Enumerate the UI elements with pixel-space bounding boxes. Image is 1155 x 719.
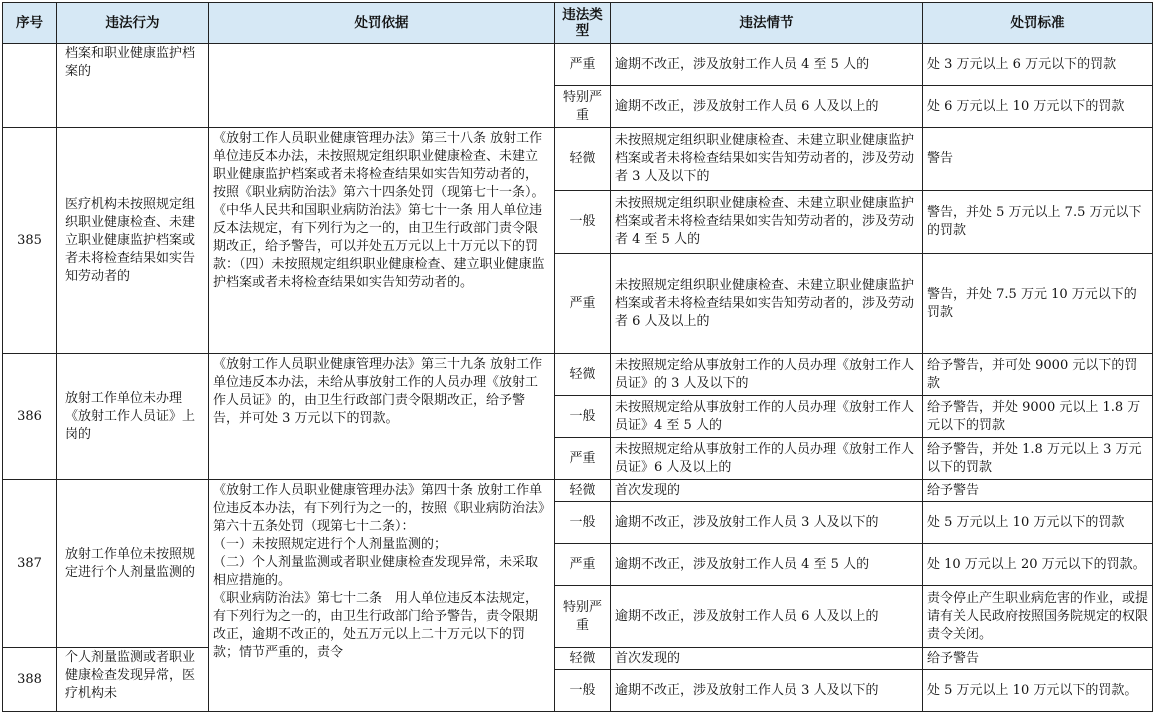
violation-circumstance: 首次发现的 [611, 648, 923, 670]
violation-type: 轻微 [555, 480, 611, 502]
violation-type: 一般 [555, 396, 611, 438]
violation-circumstance: 未按照规定给从事放射工作的人员办理《放射工作人员证》4 至 5 人的 [611, 396, 923, 438]
header-type: 违法类型 [555, 3, 611, 44]
penalty-standard: 给予警告，并处 9000 元以上 1.8 万元以下的罚款 [923, 396, 1153, 438]
penalty-standard: 给予警告，并处 1.8 万元以上 3 万元以下的罚款 [923, 438, 1153, 480]
row-number: 386 [3, 354, 57, 480]
header-circumstance: 违法情节 [611, 3, 923, 44]
penalty-standard: 给予警告 [923, 480, 1153, 502]
penalty-standard: 处 5 万元以上 10 万元以下的罚款 [923, 502, 1153, 544]
violation-type: 一般 [555, 670, 611, 712]
header-basis: 处罚依据 [209, 3, 555, 44]
penalty-table [2, 2, 1153, 712]
violation-act: 个人剂量监测或者职业健康检查发现异常，医疗机构未 [57, 648, 209, 712]
violation-circumstance: 未按照规定给从事放射工作的人员办理《放射工作人员证》的 3 人及以下的 [611, 354, 923, 396]
penalty-standard: 警告 [923, 128, 1153, 191]
violation-type: 特别严重 [555, 586, 611, 648]
violation-type: 严重 [555, 438, 611, 480]
penalty-basis: 《放射工作人员职业健康管理办法》第四十条 放射工作单位违反本办法，有下列行为之一的，按照《职业病防治法》第六十五条处罚（现第七十二条）： （一）未按照规定进行个人剂量监测的； （二）个人剂量监测或者职业健康检查发现异常，未采取相应措施的。 《职业病防治法》第七十二条 用人单位违反本法规定，有下列行为之一的，由卫生行政部门给予警告，责令限期改正，逾期不改正的，处五万元以上二十万元以下的罚款；情节严重的，责令 [209, 480, 555, 712]
violation-act: 医疗机构未按照规定组织职业健康检查、未建立职业健康监护档案或者未将检查结果如实告知劳动者的 [57, 128, 209, 354]
violation-type: 轻微 [555, 354, 611, 396]
header-standard: 处罚标准 [923, 3, 1153, 44]
header-row [3, 3, 1153, 44]
violation-act: 档案和职业健康监护档案的 [57, 44, 209, 128]
violation-type: 严重 [555, 544, 611, 586]
penalty-standard: 责令停止产生职业病危害的作业，或提请有关人民政府按照国务院规定的权限责令关闭。 [923, 586, 1153, 648]
row-number: 385 [3, 128, 57, 354]
violation-circumstance: 未按照规定组织职业健康检查、未建立职业健康监护档案或者未将检查结果如实告知劳动者的，涉及劳动者 3 人及以下的 [611, 128, 923, 191]
violation-circumstance: 逾期不改正，涉及放射工作人员 4 至 5 人的 [611, 44, 923, 86]
penalty-basis: 《放射工作人员职业健康管理办法》第三十八条 放射工作单位违反本办法，未按照规定组织职业健康检查、未建立职业健康监护档案或者未将检查结果如实告知劳动者的，按照《职业病防治法》第六十四条处罚（现第七十一条）。 《中华人民共和国职业病防治法》第七十一条 用人单位违反本法规定，有下列行为之一的，由卫生行政部门责令限期改正，给予警告，可以并处五万元以上十万元以下的罚款：（四）未按照规定组织职业健康检查、建立职业健康监护档案或者未将检查结果如实告知劳动者的。 [209, 128, 555, 354]
row-number [3, 44, 57, 128]
penalty-standard: 给予警告 [923, 648, 1153, 670]
table-row [3, 354, 1153, 396]
violation-type: 一般 [555, 191, 611, 254]
row-number: 388 [3, 648, 57, 712]
violation-type: 严重 [555, 254, 611, 354]
violation-act: 放射工作单位未办理《放射工作人员证》上岗的 [57, 354, 209, 480]
penalty-standard: 警告，并处 5 万元以上 7.5 万元以下的罚款 [923, 191, 1153, 254]
violation-circumstance: 未按照规定组织职业健康检查、未建立职业健康监护档案或者未将检查结果如实告知劳动者的，涉及劳动者 4 至 5 人的 [611, 191, 923, 254]
penalty-standard: 给予警告，并可处 9000 元以下的罚款 [923, 354, 1153, 396]
row-number: 387 [3, 480, 57, 648]
violation-act: 放射工作单位未按照规定进行个人剂量监测的 [57, 480, 209, 648]
table-row [3, 44, 1153, 86]
header-act: 违法行为 [57, 3, 209, 44]
violation-circumstance: 逾期不改正，涉及放射工作人员 4 至 5 人的 [611, 544, 923, 586]
penalty-basis: 《放射工作人员职业健康管理办法》第三十九条 放射工作单位违反本办法，未给从事放射工作的人员办理《放射工作人员证》的，由卫生行政部门责令限期改正，给予警告，并可处 3 万元以下的罚款。 [209, 354, 555, 480]
table-row [3, 648, 1153, 670]
violation-circumstance: 逾期不改正，涉及放射工作人员 6 人及以上的 [611, 586, 923, 648]
violation-type: 一般 [555, 502, 611, 544]
violation-circumstance: 未按照规定给从事放射工作的人员办理《放射工作人员证》6 人及以上的 [611, 438, 923, 480]
penalty-standard: 处 3 万元以上 6 万元以下的罚款 [923, 44, 1153, 86]
penalty-standard: 处 10 万元以上 20 万元以下的罚款。 [923, 544, 1153, 586]
violation-type: 轻微 [555, 128, 611, 191]
violation-type: 特别严重 [555, 86, 611, 128]
violation-type: 严重 [555, 44, 611, 86]
violation-type: 轻微 [555, 648, 611, 670]
violation-circumstance: 逾期不改正，涉及放射工作人员 3 人及以下的 [611, 502, 923, 544]
header-no: 序号 [3, 3, 57, 44]
table-row [3, 480, 1153, 502]
penalty-standard: 处 6 万元以上 10 万元以下的罚款 [923, 86, 1153, 128]
violation-circumstance: 逾期不改正，涉及放射工作人员 3 人及以下的 [611, 670, 923, 712]
penalty-basis [209, 44, 555, 128]
violation-circumstance: 首次发现的 [611, 480, 923, 502]
penalty-standard: 处 5 万元以上 10 万元以下的罚款。 [923, 670, 1153, 712]
violation-circumstance: 逾期不改正，涉及放射工作人员 6 人及以上的 [611, 86, 923, 128]
table-row [3, 128, 1153, 191]
penalty-standard: 警告，并处 7.5 万元 10 万元以下的罚款 [923, 254, 1153, 354]
violation-circumstance: 未按照规定组织职业健康检查、未建立职业健康监护档案或者未将检查结果如实告知劳动者的，涉及劳动者 6 人及以上的 [611, 254, 923, 354]
